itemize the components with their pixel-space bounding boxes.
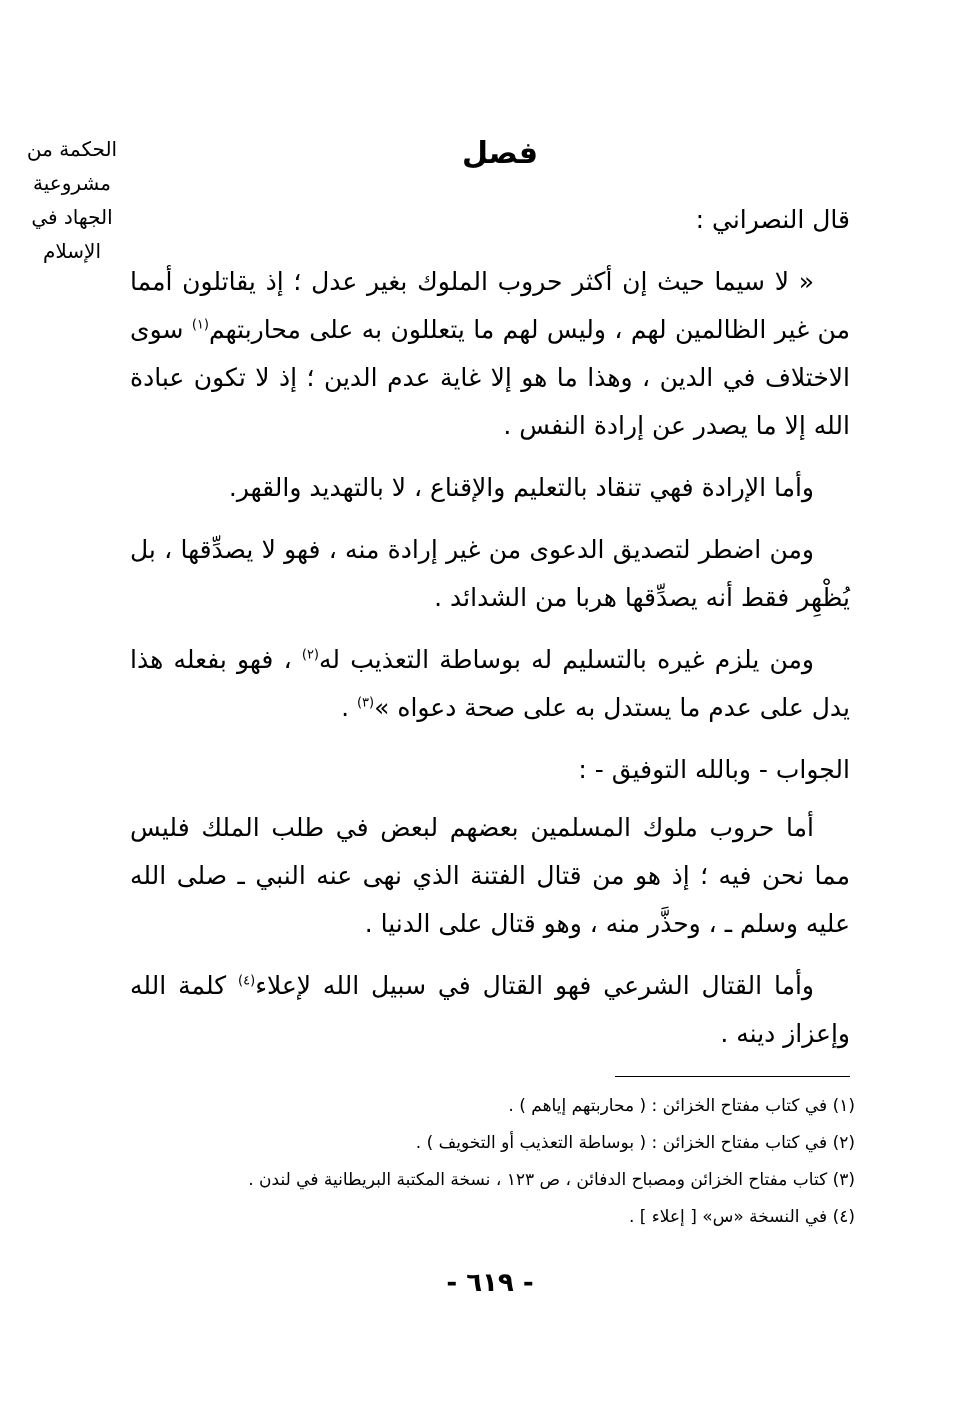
- footnote: (٤) في النسخة «س» [ إعلاء ] .: [628, 1207, 855, 1227]
- paragraph: وأما الإرادة فهي تنقاد بالتعليم والإقناع ، لا بالتهديد والقهر.: [228, 473, 814, 502]
- paragraph: [130, 258, 850, 450]
- paragraph-text: وأما القتال الشرعي فهو القتال في سبيل الله لإعلاء: [255, 971, 814, 1000]
- paragraph: [130, 962, 850, 1058]
- footnote-divider: [615, 1076, 850, 1077]
- margin-note-line: الجهاد في: [31, 205, 113, 229]
- footnote: (٣) كتاب مفتاح الخزائن ومصباح الدفائن ، ص ١٢٣ ، نسخة المكتبة البريطانية في لندن .: [248, 1170, 855, 1190]
- paragraph-text: ، فهو بفعله هذا يدل على عدم ما يستدل به على صحة دعواه »: [130, 645, 850, 722]
- footnote: (٢) في كتاب مفتاح الخزائن : ( بوساطة التعذيب أو التخويف ) .: [415, 1133, 855, 1153]
- footnote-marker: (٤): [238, 973, 256, 989]
- answer-heading: الجواب - وبالله التوفيق - :: [578, 755, 850, 784]
- margin-note-line: الحكمة من: [26, 137, 118, 161]
- footnote-marker: (٣): [356, 695, 375, 711]
- paragraph-quote-intro: قال النصراني :: [695, 205, 850, 234]
- footnote-marker: (١): [191, 317, 209, 333]
- paragraph-text: « لا سيما حيث إن أكثر حروب الملوك بغير عدل ؛ إذ يقاتلون أمما من غير الظالمين لهم ، وليس لهم ما يتعللون به على محاربتهم: [130, 267, 850, 344]
- paragraph-text: سوى الاختلاف في الدين ، وهذا ما هو إلا غاية عدم الدين ؛ إذ لا تكون عبادة الله إلا ما يصدر عن إرادة النفس .: [130, 315, 850, 440]
- footnotes: [130, 1088, 855, 1236]
- paragraph-text: كلمة الله وإعزاز دينه .: [130, 971, 850, 1048]
- footnote-marker: (٢): [301, 647, 319, 663]
- paragraph-text: .: [341, 693, 357, 722]
- margin-note-line: مشروعية: [33, 171, 111, 195]
- section-title: فصل: [462, 136, 538, 171]
- footnote: (١) في كتاب مفتاح الخزائن : ( محاربتهم إياهم ) .: [508, 1096, 855, 1116]
- paragraph: [130, 636, 850, 732]
- paragraph: ومن اضطر لتصديق الدعوى من غير إرادة منه ، فهو لا يصدِّقها ، بل يُظْهِر فقط أنه يصدِّقها هربا من الشدائد .: [130, 535, 850, 612]
- page-number: - ٦١٩ -: [446, 1268, 534, 1298]
- paragraph-text: ومن يلزم غيره بالتسليم له بوساطة التعذيب له: [319, 645, 814, 674]
- margin-note-line: الإسلام: [42, 239, 102, 263]
- body-text: [130, 196, 850, 1072]
- paragraph: أما حروب ملوك المسلمين بعضهم لبعض في طلب الملك فليس مما نحن فيه ؛ إذ هو من قتال الفتنة الذي نهى عنه النبي ـ صلى الله عليه وسلم ـ ، وحذَّر منه ، وهو قتال على الدنيا .: [130, 813, 850, 938]
- margin-note: [22, 132, 122, 268]
